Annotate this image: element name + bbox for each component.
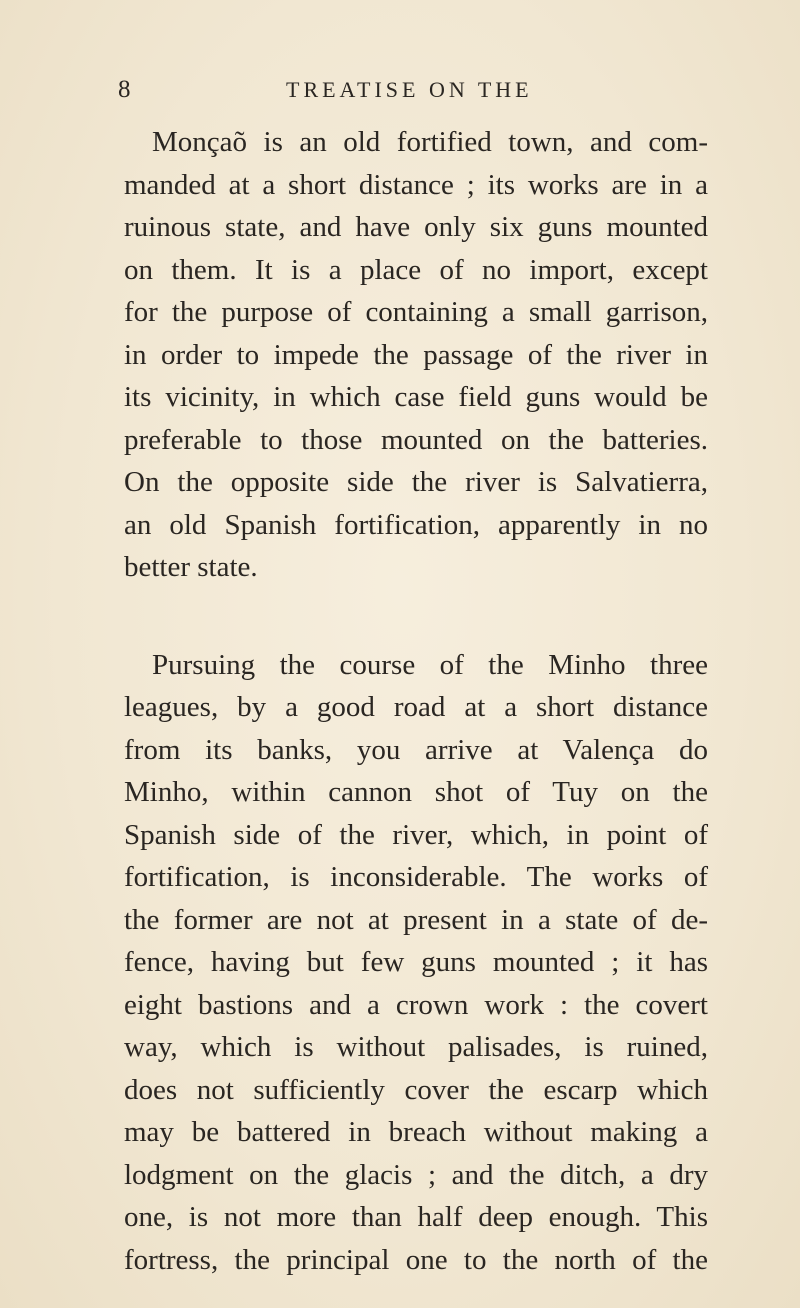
text-line: one, is not more than half deep enough. This: [124, 1201, 708, 1233]
text-line: ruinous state, and have only six guns mounted: [124, 211, 708, 243]
text-line: way, which is without palisades, is ruined,: [124, 1031, 708, 1063]
text-line: an old Spanish fortification, apparently in no: [124, 508, 708, 541]
text-line: Monçaõ is an old fortified town, and com-: [152, 126, 708, 158]
text-line: Spanish side of the river, which, in point of: [124, 818, 708, 851]
text-line: preferable to those mounted on the batteries.: [124, 423, 708, 456]
text-line: may be battered in breach without making a: [124, 1116, 708, 1148]
text-line: eight bastions and a crown work : the covert: [124, 988, 708, 1021]
paragraph-1: [124, 121, 708, 589]
paragraph-2: [124, 644, 708, 1282]
text-line: On the opposite side the river is Salvatierra,: [124, 466, 708, 498]
text-line: for the purpose of containing a small garrison,: [124, 296, 708, 328]
text-line: Minho, within cannon shot of Tuy on the: [124, 776, 708, 808]
page-number: 8: [118, 76, 131, 103]
text-line: the former are not at present in a state of de-: [124, 903, 708, 936]
text-line: on them. It is a place of no import, except: [124, 253, 708, 286]
running-head: [118, 74, 598, 106]
text-line: fortress, the principal one to the north of the: [124, 1243, 708, 1276]
text-line: does not sufficiently cover the escarp which: [124, 1073, 708, 1106]
text-line: fortification, is inconsiderable. The works of: [124, 861, 708, 893]
running-title: TREATISE ON THE: [286, 77, 533, 102]
text-line: lodgment on the glacis ; and the ditch, a dry: [124, 1158, 708, 1191]
text-line: Pursuing the course of the Minho three: [152, 648, 708, 681]
paragraph-gap: [124, 589, 708, 644]
text-line: fence, having but few guns mounted ; it has: [124, 946, 708, 978]
text-line: better state.: [124, 551, 258, 583]
text-line: in order to impede the passage of the river in: [124, 338, 708, 371]
body-text: [124, 121, 708, 1281]
text-line: leagues, by a good road at a short distance: [124, 691, 708, 723]
text-line: from its banks, you arrive at Valença do: [124, 733, 708, 766]
text-line: manded at a short distance ; its works are in a: [124, 168, 708, 201]
text-line: its vicinity, in which case field guns would be: [124, 381, 708, 413]
